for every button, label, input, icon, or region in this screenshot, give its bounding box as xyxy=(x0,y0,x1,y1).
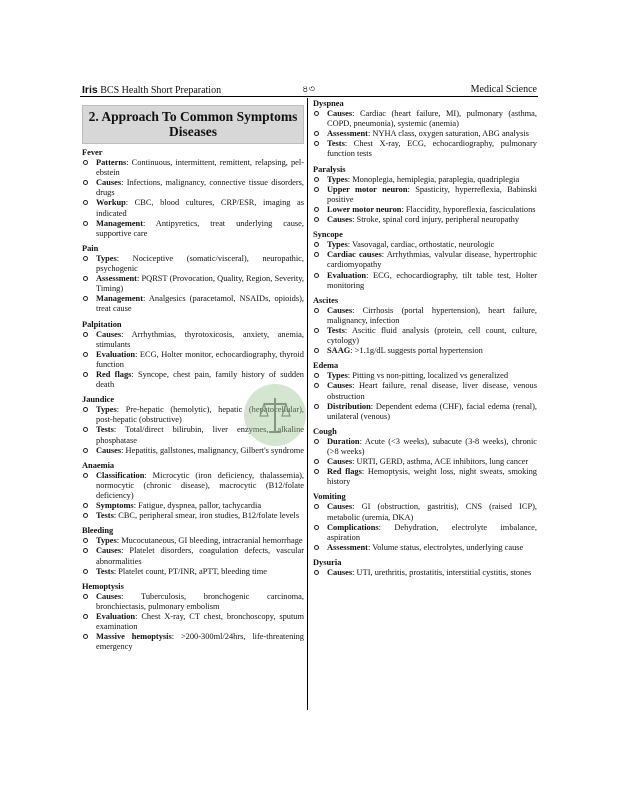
item-label: Causes xyxy=(327,305,353,315)
item-label: Causes xyxy=(96,591,122,601)
hollow-bullet-icon xyxy=(83,427,88,432)
item-text: : Chest X-ray, CT chest, bronchoscopy, sputum examination xyxy=(96,612,304,632)
item-label: Types xyxy=(96,405,117,415)
item-text: : Platelet disorders, coagulation defects, vascular abnormalities xyxy=(96,546,304,566)
item-text: : Vasovagal, cardiac, orthostatic, neurologic xyxy=(347,240,495,250)
list-item xyxy=(313,437,537,457)
item-text: : Analgesics (paracetamol, NSAIDs, opioids), treat cause xyxy=(96,294,304,314)
item-label: Patterns xyxy=(96,158,127,168)
item-text: : Tuberculosis, bronchogenic carcinoma, bronchiectasis, pulmonary embolism xyxy=(96,591,304,611)
section-title: Hemoptysis xyxy=(82,581,124,591)
item-text: : Hepatitis, gallstones, malignancy, Gilbert's syndrome xyxy=(121,445,304,455)
item-text: : Acute (<3 weeks), subacute (3-8 weeks), chronic (>8 weeks) xyxy=(327,436,537,456)
item-label: Massive hemoptysis xyxy=(96,632,172,642)
hollow-bullet-icon xyxy=(83,594,88,599)
section-title: Dysuria xyxy=(313,557,342,567)
hollow-bullet-icon xyxy=(83,372,88,377)
hollow-bullet-icon xyxy=(314,328,319,333)
list-item xyxy=(313,523,537,543)
hollow-bullet-icon xyxy=(314,273,319,278)
list-item xyxy=(82,274,304,294)
item-text: : Mucocutaneous, GI bleeding, intracranial hemorrhage xyxy=(116,536,303,546)
bullet-list xyxy=(313,502,537,552)
item-text: : Antipyretics, treat underlying cause, supportive care xyxy=(96,218,304,238)
hollow-bullet-icon xyxy=(83,256,88,261)
list-item xyxy=(313,240,537,250)
list-item xyxy=(313,250,537,270)
item-label: Evaluation xyxy=(96,612,136,622)
list-item xyxy=(313,215,537,225)
header-subject: Medical Science xyxy=(470,84,537,95)
hollow-bullet-icon xyxy=(83,548,88,553)
item-text: : Heart failure, renal disease, liver disease, venous obstruction xyxy=(327,381,537,401)
list-item xyxy=(82,546,304,566)
section-title: Syncope xyxy=(313,230,343,240)
section-title: Anaemia xyxy=(82,460,115,470)
item-text: : PQRST (Provocation, Quality, Region, Severity, Timing) xyxy=(96,274,304,294)
bullet-list xyxy=(82,158,304,239)
item-label: Classification xyxy=(96,470,145,480)
item-label: Red flags xyxy=(96,369,132,379)
item-label: Causes xyxy=(327,109,353,119)
section-title: Ascites xyxy=(313,295,339,305)
hollow-bullet-icon xyxy=(83,276,88,281)
section-title: Palpitation xyxy=(82,319,122,329)
hollow-bullet-icon xyxy=(83,332,88,337)
section-title: Fever xyxy=(82,148,103,157)
item-label: Tests xyxy=(96,511,114,521)
item-label: Assessment xyxy=(327,542,368,552)
hollow-bullet-icon xyxy=(314,141,319,146)
list-item xyxy=(82,567,304,577)
item-label: Tests xyxy=(96,566,114,576)
hollow-bullet-icon xyxy=(83,473,88,478)
item-text: : Total/direct bilirubin, liver enzymes, alkaline phosphatase xyxy=(96,425,304,445)
page-header xyxy=(82,84,537,96)
item-label: Causes xyxy=(327,457,353,467)
list-item xyxy=(82,632,304,652)
bullet-list xyxy=(82,536,304,576)
hollow-bullet-icon xyxy=(83,407,88,412)
section-title: Paralysis xyxy=(313,164,346,174)
hollow-bullet-icon xyxy=(314,308,319,313)
list-item xyxy=(313,568,537,578)
item-text: : ECG, Holter monitor, echocardiography, thyroid function xyxy=(96,349,304,369)
item-label: Management xyxy=(96,218,143,228)
list-item xyxy=(82,536,304,546)
bullet-list xyxy=(82,330,304,391)
item-label: Causes xyxy=(327,381,353,391)
column-divider xyxy=(307,98,308,710)
item-label: Types xyxy=(96,253,117,263)
hollow-bullet-icon xyxy=(314,570,319,575)
hollow-bullet-icon xyxy=(314,459,319,464)
hollow-bullet-icon xyxy=(314,252,319,257)
list-item xyxy=(313,271,537,291)
item-label: Distribution xyxy=(327,401,371,411)
item-label: Causes xyxy=(96,445,122,455)
item-label: Assessment xyxy=(96,274,137,284)
list-item xyxy=(313,371,537,381)
item-label: Causes xyxy=(327,502,353,512)
item-text: : >1.1g/dL suggests portal hypertension xyxy=(350,346,483,356)
item-text: : Stroke, spinal cord injury, peripheral neuropathy xyxy=(352,215,520,225)
hollow-bullet-icon xyxy=(314,217,319,222)
list-item xyxy=(313,185,537,205)
list-item xyxy=(82,330,304,350)
brand-name: Iris xyxy=(82,84,98,96)
item-label: Causes xyxy=(96,546,122,556)
list-item xyxy=(82,501,304,511)
list-item xyxy=(82,471,304,501)
list-item xyxy=(313,346,537,356)
hollow-bullet-icon xyxy=(314,242,319,247)
item-text: : Pitting vs non-pitting, localized vs generalized xyxy=(347,371,509,381)
item-label: Causes xyxy=(327,568,353,578)
page-number: ৪৩ xyxy=(302,84,315,95)
list-item xyxy=(82,612,304,632)
item-text: : Dehydration, electrolyte imbalance, aspiration xyxy=(327,522,537,542)
watermark-seal xyxy=(244,384,306,446)
header-rule xyxy=(80,96,538,97)
section-title: Vomiting xyxy=(313,492,346,502)
item-text: : Infections, malignancy, connective tissue disorders, drugs xyxy=(96,178,304,198)
item-text: : Monoplegia, hemiplegia, paraplegia, quadriplegia xyxy=(347,174,520,184)
hollow-bullet-icon xyxy=(314,439,319,444)
list-item xyxy=(82,294,304,314)
hollow-bullet-icon xyxy=(314,207,319,212)
item-text: : Dependent edema (CHF), facial edema (renal), unilateral (venous) xyxy=(327,401,537,421)
bullet-list xyxy=(313,371,537,421)
item-text: : Flaccidity, hyporeflexia, fasciculations xyxy=(401,204,536,214)
list-item xyxy=(313,139,537,159)
item-text: : CBC, blood cultures, CRP/ESR, imaging as indicated xyxy=(96,198,304,218)
hollow-bullet-icon xyxy=(83,538,88,543)
item-label: Workup xyxy=(96,198,126,208)
hollow-bullet-icon xyxy=(83,634,88,639)
chapter-title: 2. Approach To Common Symptoms Diseases xyxy=(82,105,304,144)
item-label: Types xyxy=(327,371,348,381)
hollow-bullet-icon xyxy=(83,180,88,185)
item-text: : Hemoptysis, weight loss, night sweats, smoking history xyxy=(327,467,537,487)
item-label: Causes xyxy=(327,215,353,225)
watermark-emblem-icon xyxy=(256,394,294,436)
hollow-bullet-icon xyxy=(314,383,319,388)
section-title: Pain xyxy=(82,243,99,253)
list-item xyxy=(82,350,304,370)
list-item xyxy=(82,592,304,612)
bullet-list xyxy=(313,306,537,356)
list-item xyxy=(82,178,304,198)
item-text: : Syncope, chest pain, family history of sudden death xyxy=(96,369,304,390)
right-sections xyxy=(313,99,537,578)
hollow-bullet-icon xyxy=(314,177,319,182)
item-text: : Cirrhosis (portal hypertension), heart failure, malignancy, infection xyxy=(327,305,537,325)
right-column xyxy=(313,99,537,578)
hollow-bullet-icon xyxy=(314,131,319,136)
hollow-bullet-icon xyxy=(83,614,88,619)
list-item xyxy=(313,205,537,215)
hollow-bullet-icon xyxy=(314,545,319,550)
section-title: Dyspnea xyxy=(313,99,344,108)
list-item xyxy=(313,129,537,139)
section-title: Cough xyxy=(313,426,337,436)
item-label: Red flags xyxy=(327,467,362,477)
item-label: Lower motor neuron xyxy=(327,204,402,214)
item-text: : GI (obstruction, gastritis), CNS (raised ICP), metabolic (uremia, DKA) xyxy=(327,502,537,522)
list-item xyxy=(82,198,304,218)
item-text: : Pre-hepatic (hemolytic), hepatic (hepatocellular), post-hepatic (obstructive) xyxy=(96,405,304,425)
bullet-list xyxy=(313,568,537,578)
bullet-list xyxy=(82,254,304,315)
item-label: Tests xyxy=(327,139,345,149)
hollow-bullet-icon xyxy=(83,352,88,357)
hollow-bullet-icon xyxy=(83,221,88,226)
list-item xyxy=(313,402,537,422)
bullet-list xyxy=(82,592,304,653)
left-column xyxy=(82,100,304,652)
list-item xyxy=(82,511,304,521)
hollow-bullet-icon xyxy=(314,187,319,192)
hollow-bullet-icon xyxy=(83,448,88,453)
list-item xyxy=(313,467,537,487)
item-text: : Spasticity, hyperreflexia, Babinski positive xyxy=(327,184,538,204)
item-label: Types xyxy=(327,240,348,250)
bullet-list xyxy=(313,175,537,225)
item-text: : Platelet count, PT/INR, aPTT, bleeding time xyxy=(113,566,267,576)
item-label: Tests xyxy=(327,325,345,335)
list-item xyxy=(313,306,537,326)
item-label: Complications xyxy=(327,522,379,532)
item-label: Causes xyxy=(96,329,122,339)
list-item xyxy=(313,381,537,401)
hollow-bullet-icon xyxy=(314,504,319,509)
item-label: Evaluation xyxy=(96,349,136,359)
item-text: : >200-300ml/24hrs, life-threatening emergency xyxy=(96,632,304,652)
item-label: Management xyxy=(96,294,143,304)
item-label: Types xyxy=(96,536,117,546)
hollow-bullet-icon xyxy=(314,469,319,474)
hollow-bullet-icon xyxy=(314,404,319,409)
hollow-bullet-icon xyxy=(83,200,88,205)
item-label: Duration xyxy=(327,436,360,446)
item-text: : Fatigue, dyspnea, pallor, tachycardia xyxy=(133,501,262,511)
list-item xyxy=(82,219,304,239)
hollow-bullet-icon xyxy=(83,296,88,301)
item-text: : Arrhythmias, valvular disease, hypertrophic cardiomyopathy xyxy=(327,250,537,270)
list-item xyxy=(313,457,537,467)
list-item xyxy=(82,254,304,274)
list-item xyxy=(82,158,304,178)
bullet-list xyxy=(313,437,537,487)
item-label: Causes xyxy=(96,178,122,188)
hollow-bullet-icon xyxy=(83,160,88,165)
list-item xyxy=(313,175,537,185)
item-text: : Volume status, electrolytes, underlying cause xyxy=(367,542,524,552)
section-title: Jaundice xyxy=(82,395,115,405)
hollow-bullet-icon xyxy=(83,569,88,574)
bullet-list xyxy=(313,240,537,290)
item-label: Symptoms xyxy=(96,501,134,511)
hollow-bullet-icon xyxy=(314,348,319,353)
item-text: : Cardiac (heart failure, MI), pulmonary (asthma, COPD, pneumonia), systemic (anemia) xyxy=(327,109,537,129)
item-label: Cardiac causes xyxy=(327,250,382,260)
item-text: : Nociceptive (somatic/visceral), neuropathic, psychogenic xyxy=(96,253,304,274)
header-title: BCS Health Short Preparation xyxy=(100,85,222,96)
item-text: : NYHA class, oxygen saturation, ABG analysis xyxy=(367,129,529,139)
item-text: : UTI, urethritis, prostatitis, interstitial cystitis, stones xyxy=(352,568,532,578)
item-text: : ECG, echocardiography, tilt table test, Holter monitoring xyxy=(327,270,537,290)
hollow-bullet-icon xyxy=(314,525,319,530)
item-label: SAAG xyxy=(327,346,351,356)
item-label: Tests xyxy=(96,425,114,435)
item-label: Upper motor neuron xyxy=(327,184,408,194)
item-text: : Chest X-ray, ECG, echocardiography, pulmonary function tests xyxy=(327,139,537,159)
list-item xyxy=(313,543,537,553)
item-label: Assessment xyxy=(327,129,368,139)
list-item xyxy=(313,326,537,346)
hollow-bullet-icon xyxy=(314,111,319,116)
item-label: Evaluation xyxy=(327,270,367,280)
item-text: : Continuous, intermittent, remittent, relapsing, pel-ebstein xyxy=(96,158,304,178)
item-text: : Microcytic (iron deficiency, thalassemia), normocytic (chronic disease), macrocytic (B12/folate deficiency) xyxy=(96,470,304,500)
bullet-list xyxy=(313,109,537,159)
hollow-bullet-icon xyxy=(83,513,88,518)
section-title: Bleeding xyxy=(82,526,114,536)
hollow-bullet-icon xyxy=(83,503,88,508)
item-text: : Ascitic fluid analysis (protein, cell count, culture, cytology) xyxy=(327,325,537,346)
bullet-list xyxy=(82,471,304,521)
list-item xyxy=(82,446,304,456)
item-text: : URTI, GERD, asthma, ACE inhibitors, lung cancer xyxy=(352,457,529,467)
item-text: : Arrhythmias, thyrotoxicosis, anxiety, anemia, stimulants xyxy=(96,329,304,349)
hollow-bullet-icon xyxy=(314,373,319,378)
section-title: Edema xyxy=(313,361,339,371)
item-label: Types xyxy=(327,174,348,184)
list-item xyxy=(313,502,537,522)
item-text: : CBC, peripheral smear, iron studies, B12/folate levels xyxy=(113,511,300,521)
list-item xyxy=(313,109,537,129)
